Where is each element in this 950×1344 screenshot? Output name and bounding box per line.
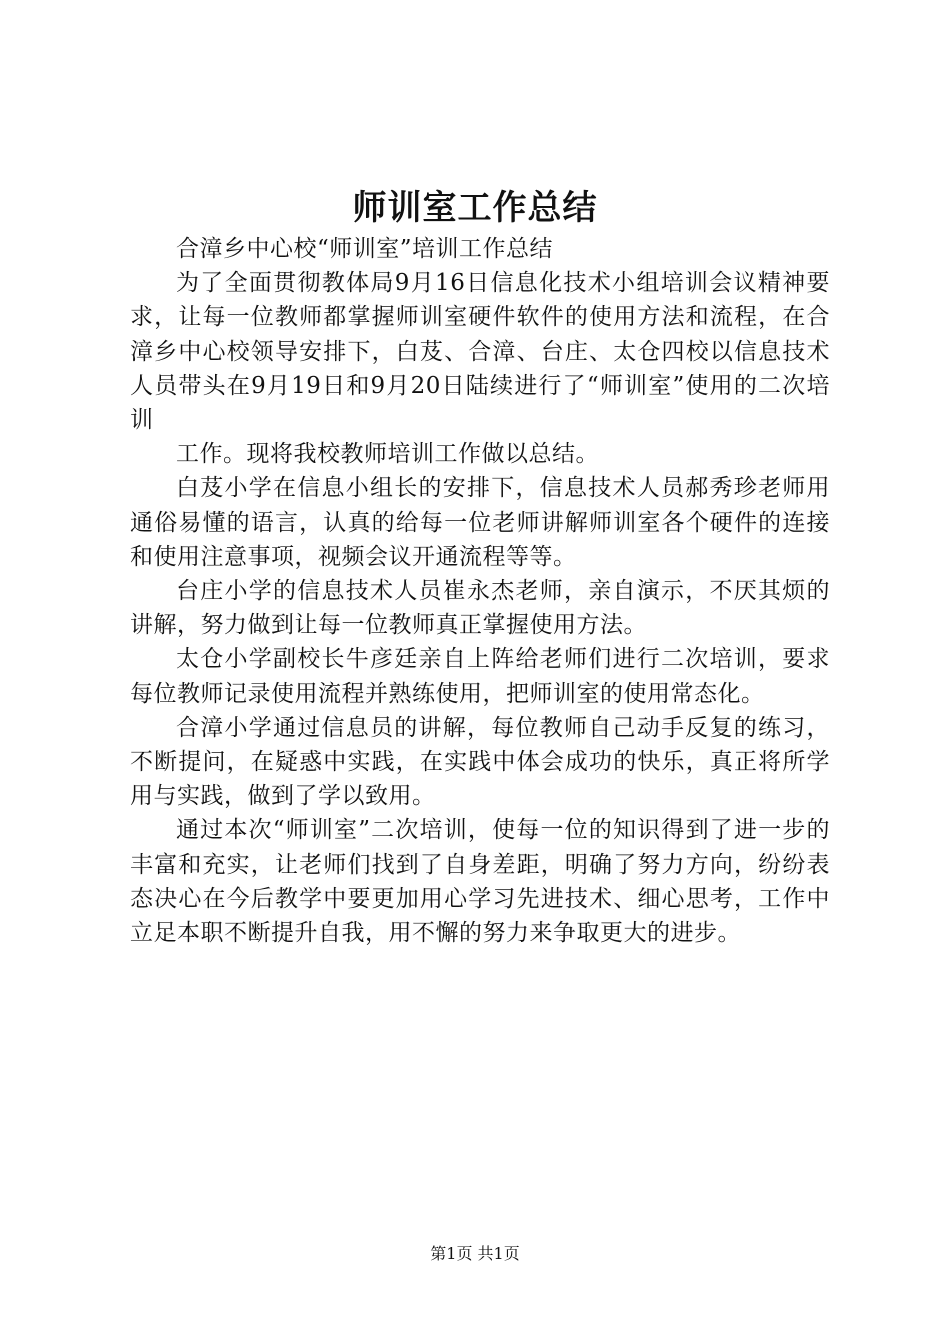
paragraph: 为了全面贯彻教体局9月16日信息化技术小组培训会议精神要求，让每一位教师都掌握师训室硬件软件的使用方法和流程，在合漳乡中心校领导安排下，白芨、合漳、台庄、太仓四校以信息技术人员带头在9月19日和9月20日陆续进行了“师训室”使用的二次培训 [130,270,830,434]
document-title: 师训室工作总结 [352,188,598,228]
page-footer: 第1页 共1页 [430,1244,520,1263]
paragraph-subtitle: 合漳乡中心校“师训室”培训工作总结 [176,236,554,262]
paragraph: 通过本次“师训室”二次培训，使每一位的知识得到了进一步的丰富和充实，让老师们找到了自身差距，明确了努力方向，纷纷表态决心在今后教学中要更加用心学习先进技术、细心思考，工作中立足本职不断提升自我，用不懈的努力来争取更大的进步。 [130,817,830,947]
paragraph: 白芨小学在信息小组长的安排下，信息技术人员郝秀珍老师用通俗易懂的语言，认真的给每一位老师讲解师训室各个硬件的连接和使用注意事项，视频会议开通流程等等。 [130,475,830,570]
paragraph: 合漳小学通过信息员的讲解，每位教师自己动手反复的练习，不断提问，在疑惑中实践，在实践中体会成功的快乐，真正将所学用与实践，做到了学以致用。 [130,714,830,810]
paragraph: 工作。现将我校教师培训工作做以总结。 [176,441,599,468]
paragraph: 台庄小学的信息技术人员崔永杰老师，亲自演示，不厌其烦的讲解，努力做到让每一位教师真正掌握使用方法。 [130,578,830,639]
document-body [130,232,830,950]
paragraph: 太仓小学副校长牛彦廷亲自上阵给老师们进行二次培训，要求每位教师记录使用流程并熟练使用，把师训室的使用常态化。 [130,646,830,707]
